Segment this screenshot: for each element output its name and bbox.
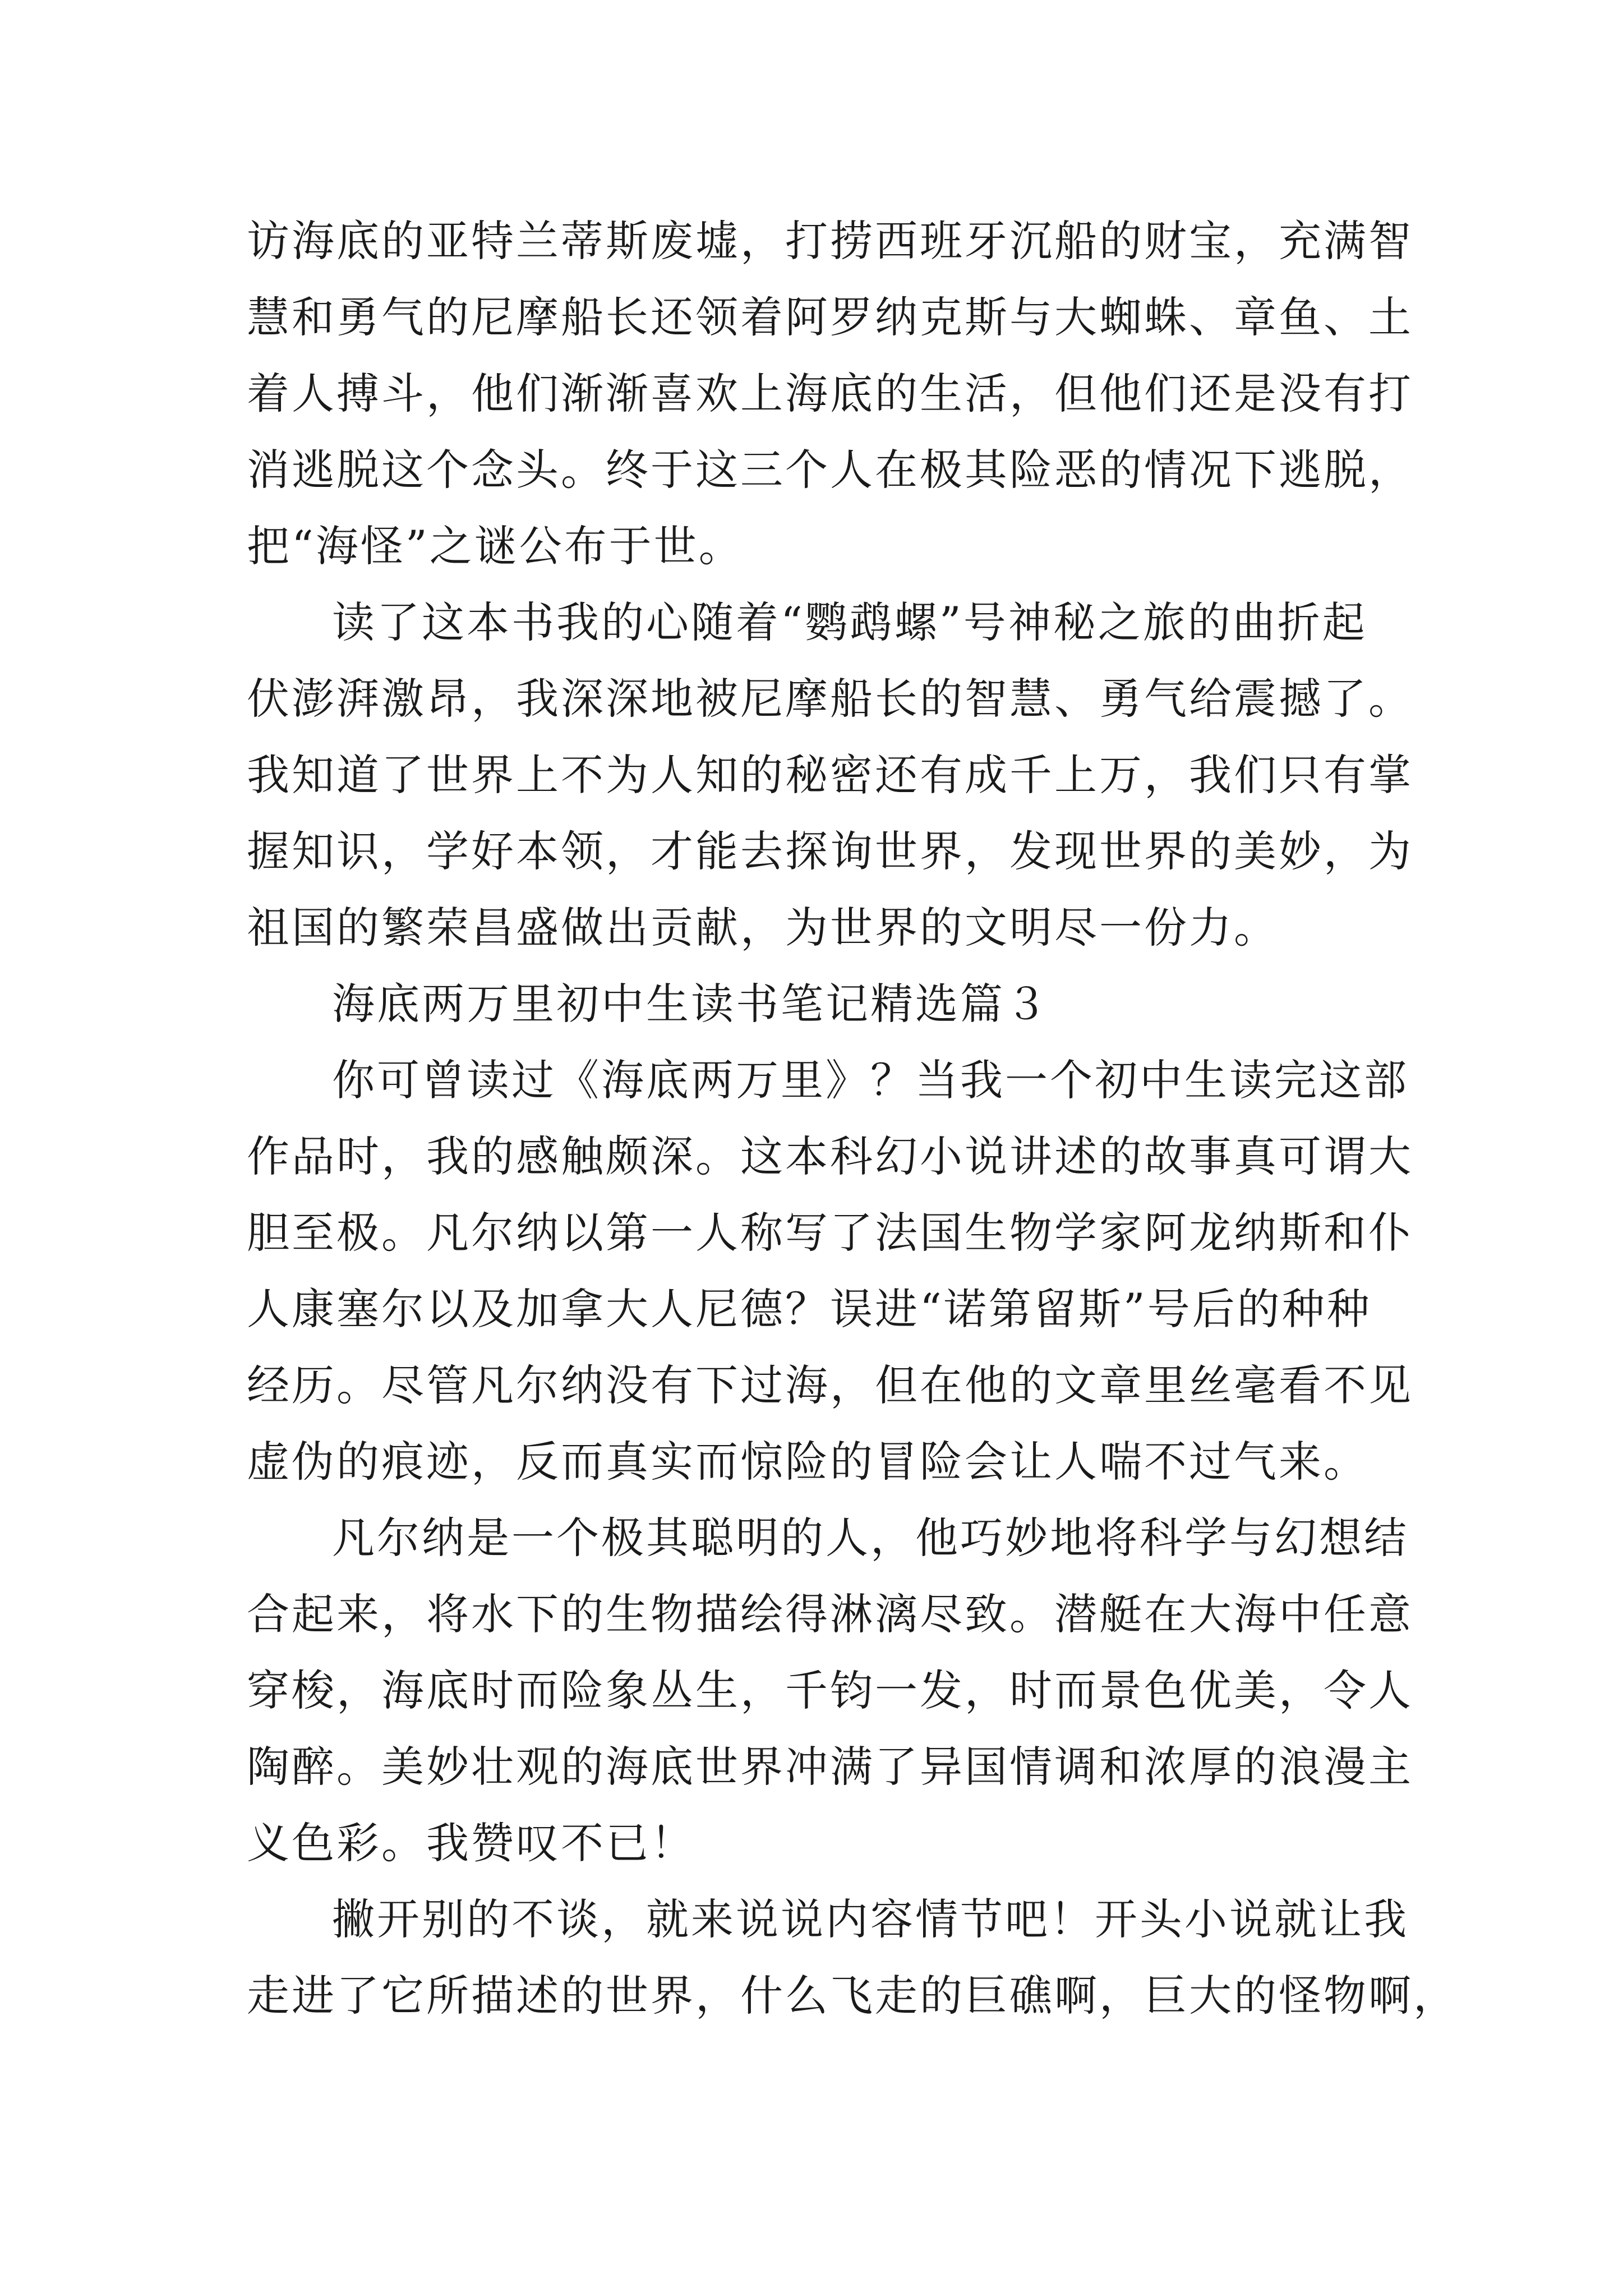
text-line: 把“海怪”之谜公布于世。 xyxy=(247,521,744,571)
text-line: 胆至极。凡尔纳以第一人称写了法国生物学家阿龙纳斯和仆 xyxy=(247,1208,1413,1258)
text-line: 作品时，我的感触颇深。这本科幻小说讲述的故事真可谓大 xyxy=(247,1131,1413,1181)
text-line: 虚伪的痕迹，反而真实而惊险的冒险会让人喘不过气来。 xyxy=(247,1437,1368,1487)
text-line: 祖国的繁荣昌盛做出贡献，为世界的文明尽一份力。 xyxy=(247,903,1279,953)
text-line: 我知道了世界上不为人知的秘密还有成千上万，我们只有掌 xyxy=(247,750,1413,800)
text-line: 伏澎湃激昂，我深深地被尼摩船长的智慧、勇气给震撼了。 xyxy=(247,674,1413,724)
text-line: 经历。尽管凡尔纳没有下过海，但在他的文章里丝毫看不见 xyxy=(247,1360,1413,1410)
text-line: 握知识，学好本领，才能去探询世界，发现世界的美妙，为 xyxy=(247,826,1413,876)
text-line: 义色彩。我赞叹不已！ xyxy=(247,1818,695,1868)
text-line: 消逃脱这个念头。终于这三个人在极其险恶的情况下逃脱， xyxy=(247,445,1413,495)
text-line: 陶醉。美妙壮观的海底世界冲满了异国情调和浓厚的浪漫主 xyxy=(247,1742,1413,1792)
text-line: 访海底的亚特兰蒂斯废墟，打捞西班牙沉船的财宝，充满智 xyxy=(247,216,1413,266)
paragraph-start-line: 读了这本书我的心随着“鹦鹉螺”号神秘之旅的曲折起 xyxy=(332,597,1367,647)
paragraph-start-line: 撇开别的不谈，就来说说内容情节吧！开头小说就让我 xyxy=(332,1894,1409,1944)
text-line: 人康塞尔以及加拿大人尼德？误进“诺第留斯”号后的种种 xyxy=(247,1284,1372,1334)
text-line: 着人搏斗，他们渐渐喜欢上海底的生活，但他们还是没有打 xyxy=(247,369,1413,418)
section-heading: 海底两万里初中生读书笔记精选篇３ xyxy=(332,979,1050,1029)
paragraph-start-line: 凡尔纳是一个极其聪明的人，他巧妙地将科学与幻想结 xyxy=(332,1513,1409,1563)
text-line: 穿梭，海底时而险象丛生，千钧一发，时而景色优美，令人 xyxy=(247,1665,1413,1715)
text-line: 走进了它所描述的世界，什么飞走的巨礁啊，巨大的怪物啊， xyxy=(247,1971,1458,2021)
text-line: 合起来，将水下的生物描绘得淋漓尽致。潜艇在大海中任意 xyxy=(247,1589,1413,1639)
document-body xyxy=(247,203,1458,2034)
paragraph-start-line: 你可曾读过《海底两万里》？当我一个初中生读完这部 xyxy=(332,1055,1409,1105)
text-line: 慧和勇气的尼摩船长还领着阿罗纳克斯与大蜘蛛、章鱼、土 xyxy=(247,292,1413,342)
